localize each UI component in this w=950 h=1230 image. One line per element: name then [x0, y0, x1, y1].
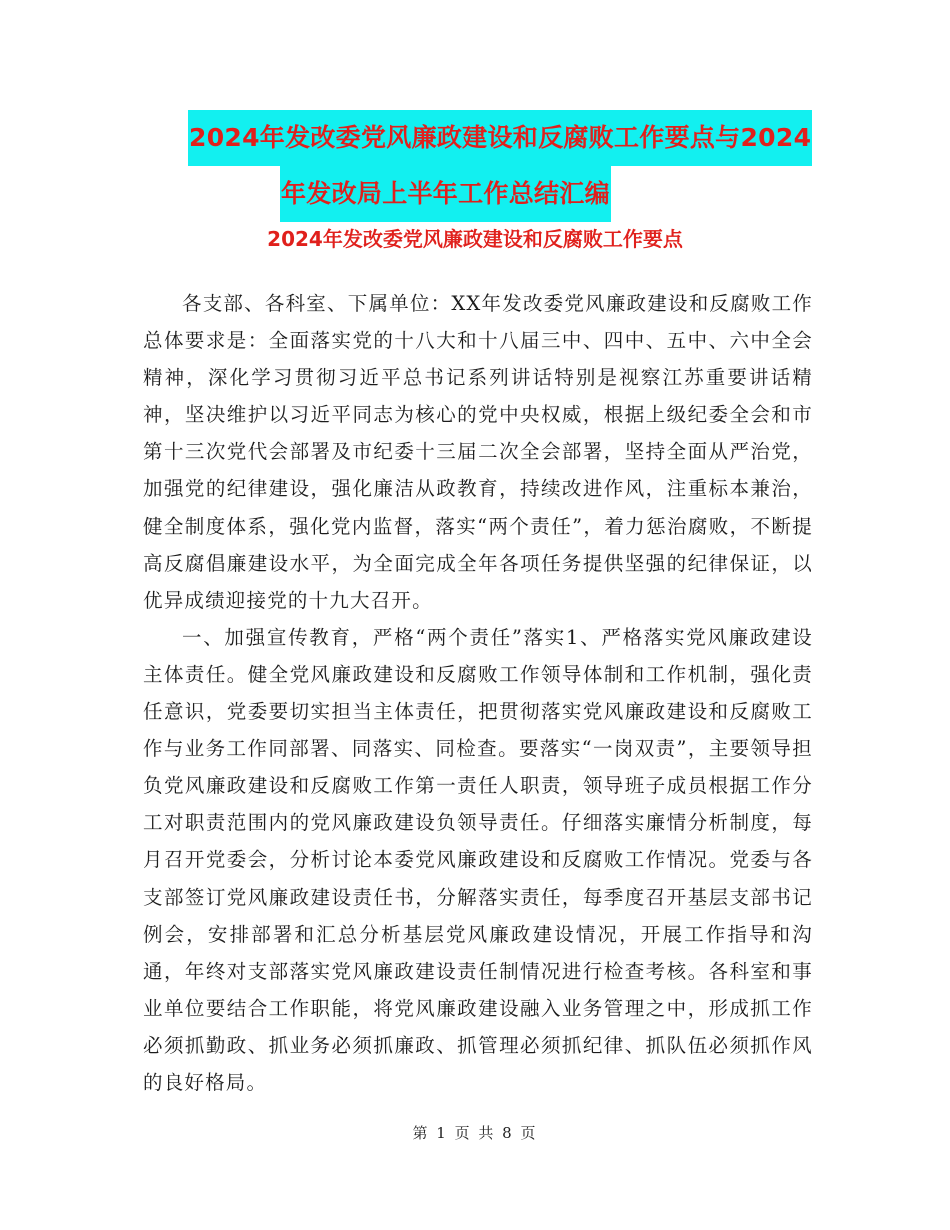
body-paragraph-2: 一、加强宣传教育，严格“两个责任”落实1、严格落实党风廉政建设主体责任。健全党风廉政建设和反腐败工作领导体制和工作机制，强化责任意识，党委要切实担当主体责任，把贯彻落实党风廉政建设和反腐败工作与业务工作同部署、同落实、同检查。要落实“一岗双责”，主要领导担负党风廉政建设和反腐败工作第一责任人职责，领导班子成员根据工作分工对职责范围内的党风廉政建设负领导责任。仔细落实廉情分析制度，每月召开党委会，分析讨论本委党风廉政建设和反腐败工作情况。党委与各支部签订党风廉政建设责任书，分解落实责任，每季度召开基层支部书记例会，安排部署和汇总分析基层党风廉政建设情况，开展工作指导和沟通，年终对支部落实党风廉政建设责任制情况进行检查考核。各科室和事业单位要结合工作职能，将党风廉政建设融入业务管理之中，形成抓工作必须抓勤政、抓业务必须抓廉政、抓管理必须抓纪律、抓队伍必须抓作风的良好格局。	[143, 625, 813, 1094]
document-title	[140, 110, 820, 222]
document-body	[143, 285, 813, 1101]
page-footer: 第 1 页 共 8 页	[412, 1124, 538, 1142]
document-title-line-2: 年发改局上半年工作总结汇编	[280, 166, 611, 222]
body-paragraph-1: 各支部、各科室、下属单位：XX年发改委党风廉政建设和反腐败工作总体要求是：全面落实党的十八大和十八届三中、四中、五中、六中全会精神，深化学习贯彻习近平总书记系列讲话特别是视察江苏重要讲话精神，坚决维护以习近平同志为核心的党中央权威，根据上级纪委全会和市第十三次党代会部署及市纪委十三届二次全会部署，坚持全面从严治党，加强党的纪律建设，强化廉洁从政教育，持续改进作风，注重标本兼治，健全制度体系，强化党内监督，落实“两个责任”，着力惩治腐败，不断提高反腐倡廉建设水平，为全面完成全年各项任务提供坚强的纪律保证，以优异成绩迎接党的十九大召开。	[143, 292, 813, 612]
document-title-line-1: 2024年发改委党风廉政建设和反腐败工作要点与2024	[188, 110, 812, 166]
section-title: 2024年发改委党风廉政建设和反腐败工作要点	[267, 227, 683, 251]
